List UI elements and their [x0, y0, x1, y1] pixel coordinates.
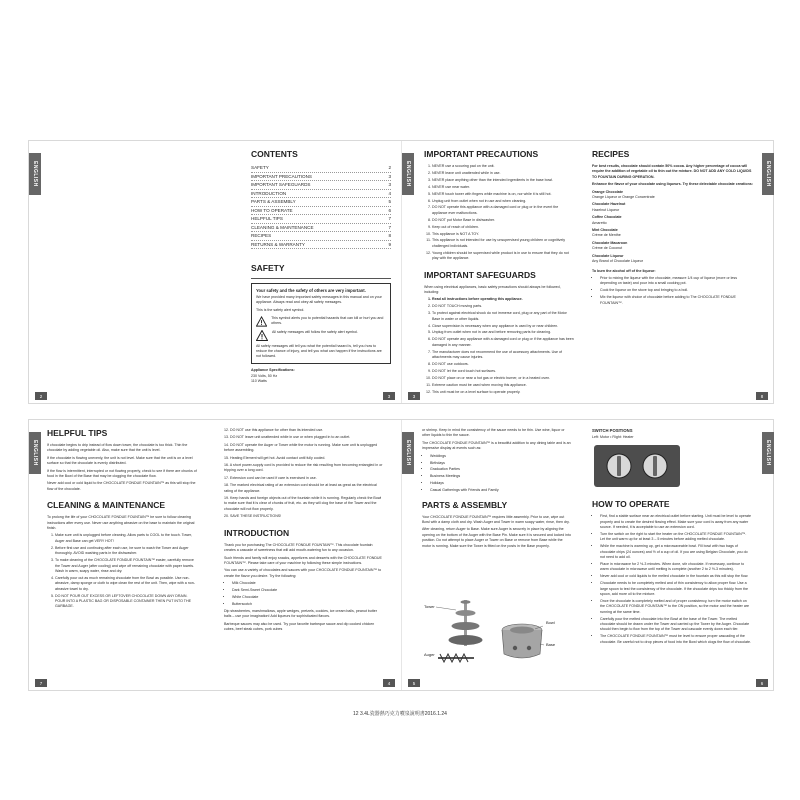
toc-page: 9	[388, 241, 391, 247]
page-number: 2	[35, 392, 47, 400]
toc-label: RECIPES	[251, 233, 272, 238]
safeguard-continued-item: 18. The marked electrical rating of an extension cord should be at least as great as the electrical rating of the appliance.	[224, 483, 377, 493]
recipes-steps-intro: To burn the alcohol off of the liqueur:	[592, 268, 656, 273]
chocolate-item: • Butterscotch	[232, 602, 384, 607]
safeguard-continued-item: 15. Heating Element will get hot. Avoid contact until fully cooled.	[224, 455, 326, 460]
safeguards-list	[424, 297, 574, 395]
print-footer: 12 3.4L瓷器熱巧克力噴泉說明書2016.1.24	[353, 711, 447, 717]
switch-title: SWITCH POSITIONS	[592, 428, 633, 433]
precaution-item: 4. NEVER use near water.	[432, 185, 574, 190]
recipe-step: • Prior to mixing the liqueur with the chocolate, measure 1/4 cup of liqueur (more or less depending on taste) and pour into a small cooking pot.	[600, 276, 754, 287]
toc-entry	[251, 181, 391, 190]
toc-page: 8	[388, 233, 391, 238]
toc-label: INTRODUCTION	[251, 190, 287, 196]
page-number: 3	[383, 392, 395, 400]
safety-box	[251, 283, 391, 364]
recipe-steps	[592, 276, 754, 306]
recipe-name: Coffee Chocolate	[592, 215, 622, 220]
intro-outro: Dip strawberries, marshmallows, apple wedges, pretzels, cookies, ice cream balls, peanut butter balls – use your imagination! Add liqueurs for sophisticated flavors.	[224, 608, 378, 619]
safeguard-item: 12. This unit must be on a level surface to operate properly.	[432, 390, 574, 395]
recipe-desc: Crème de Menthe	[592, 233, 621, 238]
intro-title: INTRODUCTION	[224, 527, 290, 538]
safeguard-item: 11. Extreme caution must be used when moving this appliance.	[432, 383, 574, 388]
safeguards-continued	[224, 428, 384, 520]
page-precautions-recipes	[401, 141, 774, 403]
helpful-title: HELPFUL TIPS	[47, 428, 108, 438]
safeguard-item: 3. To protect against electrical shock do not immerse cord, plug or any part of the Motor Base in water or other liquids.	[432, 311, 574, 322]
toc-label: PARTS & ASSEMBLY	[251, 199, 296, 204]
events-list	[422, 454, 572, 494]
events-intro: The CHOCOLATE FONDUE FOUNTAIN™ is a beautiful addition to any dining table and is an impressive display at events such as:	[422, 440, 571, 451]
page-number: 7	[35, 679, 47, 687]
recipe-desc: Hazelnut Liqueur	[592, 207, 620, 212]
switch-caption: Left: Motor • Right: Heater	[592, 435, 634, 440]
intro-para: Thank you for purchasing The CHOCOLATE FONDUE FOUNTAIN™. This chocolate fountain creates a cascade of sweetness that will add mouth-watering fun to any occasion.	[224, 542, 373, 553]
parts-column	[422, 428, 572, 551]
safety-symbol-desc: This symbol alerts you to potential hazards that can kill or hurt you and others.	[271, 315, 384, 326]
recipe-desc: Any Brand of Chocolate Liqueur	[592, 259, 643, 264]
spec-line: 230 Volts, 50 Hz	[251, 373, 278, 378]
toc-page: 4	[388, 190, 391, 196]
toc-page: 6	[388, 207, 391, 213]
precaution-item: 1. NEVER use a scouring pad on the unit.	[432, 164, 574, 169]
safeguard-item: 4. Close supervision is necessary when any appliance is used by or near children.	[432, 324, 574, 329]
precaution-item: 11. This appliance is not intended for use by unsupervised young children or cognitively challenged individuals.	[432, 238, 574, 249]
cleaning-item: 1. Make sure unit is unplugged before cleaning. Allow parts to COOL to the touch. Tower, Auger and Base can get VERY HOT!	[55, 533, 197, 544]
spec-line: 110 Watts	[251, 379, 267, 384]
recipes-column	[592, 149, 754, 307]
warning-row	[256, 330, 386, 341]
toc-entry	[251, 198, 391, 207]
page-tips-introduction	[29, 420, 401, 690]
safety-headline: Your safety and the safety of others are very important.	[256, 288, 366, 293]
label-auger: Auger	[424, 652, 435, 657]
event-item: • Graduation Parties	[430, 467, 572, 472]
parts-title: PARTS & ASSEMBLY	[422, 499, 508, 510]
safeguard-item: 5. Unplug from outlet when not in use and before removing parts for cleaning.	[432, 330, 574, 335]
chocolate-item: • Milk Chocolate	[232, 581, 384, 586]
operate-step: • Turn the switch on the right to start the heater on the CHOCOLATE FONDUE FOUNTAIN™. Let the unit warm up for at least 3 – 5 minutes before adding melted chocolate.	[600, 532, 752, 543]
safety-intro: We have provided many important safety messages in this manual and on your appliance. Always read and obey all safety messages.	[256, 295, 382, 305]
safeguard-continued-item: 14. DO NOT operate the Auger or Tower while the motor is running. Make sure unit is unplugged before assembling.	[224, 442, 378, 453]
toc-page: 2	[388, 165, 391, 170]
toc-entry	[251, 164, 391, 173]
intro-outro2: Barbeque sauces may also be used. Try your favorite barbeque sauce and dip cooked chicken cubes, beef steak cubes, pork cubes	[224, 621, 375, 631]
safeguard-item: 2. DO NOT TOUCH moving parts.	[432, 304, 574, 309]
toc-label: HOW TO OPERATE	[251, 207, 293, 213]
operate-step: • First, find a stable surface near an electrical outlet before starting. Unit must be level to operate properly and to create the desired flowing effect. Make sure your cord is away from any water source. If needed, it is acceptable to use an extension cord.	[600, 514, 752, 530]
operate-step: • Carefully pour the melted chocolate into the Bowl at the base of the Tower. The melted chocolate should be drawn under the Tower and carried up the Tower by the Auger. Chocolate should then begin to flow from the top of the Tower and cascade evenly down each tier.	[600, 617, 752, 633]
recipe-name: Orange Chocolate	[592, 189, 623, 194]
cleaning-intro: To prolong the life of your CHOCOLATE FONDUE FOUNTAIN™ be sure to follow cleaning instructions after every use. Never use anything abrasive on the base to maintain the original finish.	[47, 515, 195, 531]
recipe-name: Chocolate Macaroon	[592, 240, 628, 245]
dial-knob	[653, 456, 657, 476]
safeguard-item: 1. Read all instructions before operating this appliance.	[432, 297, 574, 302]
safety-follow: All safety messages will follow the safety alert symbol.	[272, 329, 359, 334]
recipe-desc: Amaretto	[592, 220, 607, 225]
toc-entry	[251, 190, 391, 199]
safeguard-continued-item: 20. SAVE THESE INSTRUCTIONS!	[224, 514, 282, 519]
safeguard-continued-item: 19. Keep hands and foreign objects out of the fountain while it is running. Regularly check the Bowl to make sure that it is clear of chunks of fruit, etc. as they will clog the base of the Tower and the chocolate will not flow properly.	[224, 496, 382, 511]
toc-page: 3	[388, 182, 391, 187]
helpful-para: Never add cool or cold liquid to the CHOCOLATE FONDUE FOUNTAIN™ as this will stop the flow of the chocolate.	[47, 481, 196, 491]
safeguard-continued-item: 16. A short power-supply cord is provided to reduce the risk resulting from becoming entangled in or tripping over a long cord.	[224, 463, 383, 473]
fountain-diagram	[422, 596, 572, 678]
leader-line	[436, 607, 456, 610]
page-contents-safety	[29, 141, 401, 403]
precaution-item: 12. Young children should be supervised while product is in use to ensure that they do not play with the appliance.	[432, 251, 574, 262]
precaution-item: 7. DO NOT operate this appliance with a damaged cord or plug or in the event the appliance ever malfunctions.	[432, 205, 574, 216]
event-item: • Holidays	[430, 481, 572, 486]
page-number: 3	[408, 392, 420, 400]
toc-page: 3	[388, 173, 391, 179]
warning-triangle-icon	[256, 316, 267, 327]
toc-label: IMPORTANT SAFEGUARDS	[251, 182, 311, 187]
recipe-step: • Cook the liqueur on the stove top and bringing to a boil.	[600, 288, 754, 293]
recipe-pairs	[592, 190, 754, 265]
divider	[251, 278, 391, 279]
precaution-item: 9. Keep out of reach of children.	[432, 225, 574, 230]
spec-lines	[251, 374, 391, 385]
language-tab: ENGLISH	[29, 153, 41, 195]
chocolate-item: • Dark Semi-Sweet Chocolate	[232, 588, 384, 593]
operate-step: • The CHOCOLATE FONDUE FOUNTAIN™ must be level to ensure proper cascading of the chocolate. Be careful not to drop pieces of food into the Bowl which clogs the flow of chocolate.	[600, 634, 752, 645]
cleaning-item: 3. To make cleaning of the CHOCOLATE FONDUE FOUNTAIN™ easier, carefully remove the Tower and Auger (after cooling) and wipe off remaining chocolate with paper towels. Wash in warm, soapy water, rinse and dry.	[55, 558, 197, 574]
top-spread	[28, 140, 774, 404]
recipe-name: Mint Chocolate	[592, 228, 618, 233]
cleaning-item: 5. DO NOT POUR OUT EXCESS OR LEFTOVER CHOCOLATE DOWN ANY DRAIN. POUR INTO A PLASTIC BAG OR DISPOSABLE CONTAINER THEN PUT INTO THE GARBAGE.	[55, 594, 197, 610]
chocolate-item: • White Chocolate	[232, 595, 384, 600]
toc-entry	[251, 232, 391, 241]
helpful-para: If the flow is intermittent, interrupted or not flowing properly, check to see if there are chunks of food in the Bowl of the Base that may be clogging the chocolate flow.	[47, 468, 197, 479]
recipe-step: • Mix the liqueur with choice of chocolate before adding to The CHOCOLATE FONDUE FOUNTAIN™.	[600, 295, 754, 306]
toc-label: CLEANING & MAINTENANCE	[251, 224, 314, 230]
helpful-para: If chocolate begins to drip instead of flow down tower, the chocolate is too thick. Thin the chocolate by adding vegetable oil. Also, make sure that the unit is level.	[47, 443, 188, 453]
toc-page: 7	[388, 224, 391, 230]
label-bowl: Bowl	[546, 620, 555, 625]
precautions-list	[424, 164, 574, 262]
precaution-item: 8. DO NOT put Motor Base in dishwasher.	[432, 218, 574, 223]
page-number: 6	[756, 679, 768, 687]
cleaning-item: 4. Carefully pour out as much remaining chocolate from the Bowl as possible. Use non-abrasive, damp sponge or cloth to wipe clean the rest of the unit. Then, wipe with a non-abrasive towel to dry.	[55, 576, 197, 592]
toc-page: 7	[388, 216, 391, 221]
parts-paras	[422, 515, 572, 549]
precautions-title: IMPORTANT PRECAUTIONS	[424, 149, 539, 159]
tower-graphic	[449, 600, 483, 646]
recipe-desc: Crème de Coconut	[592, 246, 623, 251]
safeguard-item: 10. DO NOT place on or near a hot gas or electric burner, or in a heated oven.	[432, 376, 574, 381]
safeguard-continued-item: 17. Extension cord can be used if care is exercised in use.	[224, 475, 317, 480]
toc-entry	[251, 173, 391, 182]
toc-list	[251, 164, 391, 249]
contents-title: CONTENTS	[251, 149, 298, 159]
language-tab: ENGLISH	[762, 153, 774, 195]
page-number: 8	[756, 392, 768, 400]
auger-graphic	[438, 654, 474, 662]
toc-label: HELPFUL TIPS	[251, 216, 283, 221]
chocolate-list	[224, 581, 384, 607]
recipes-title: RECIPES	[592, 149, 630, 159]
operate-title: HOW TO OPERATE	[592, 499, 670, 510]
warning-row	[256, 316, 386, 327]
cleaning-list	[47, 533, 197, 609]
event-item: • Business Meetings	[430, 474, 572, 479]
operate-step: • While the machine is warming up, get a microwaveable bowl. Fill bowl with two bags of chocolate chips (24 ounces) and ½ of a cup of oil. If you are using Belgian Chocolate, you do not need to add oil.	[600, 544, 752, 560]
language-tab: ENGLISH	[762, 432, 774, 474]
safeguard-item: 9. DO NOT let the cord touch hot surfaces.	[432, 369, 574, 374]
safety-closing: All safety messages will tell you what the potential hazard is, tell you how to reduce the chance of injury, and tell you what can happen if the instructions are not followed.	[256, 343, 382, 359]
precaution-item: 2. NEVER leave unit unattended while in use.	[432, 171, 574, 176]
language-tab: ENGLISH	[29, 432, 41, 474]
event-item: • Casual Gatherings with Friends and Family	[430, 488, 572, 493]
switch-panel-illustration	[592, 443, 682, 489]
helpful-para: If the chocolate is flowing unevenly, the unit is not level. Make sure that the unit is on a level surface so that the chocolate is evenly distributed.	[47, 455, 193, 466]
dial-knob	[617, 456, 621, 476]
operate-step: • Chocolate needs to be completely melted and of thin consistency to allow proper flow. Use a large spoon to test the consistency of the chocolate. If the chocolate drips too thickly from the spoon, add more oil to the mixture.	[600, 581, 752, 597]
recipe-name: Chocolate Hazelnut	[592, 202, 626, 207]
event-item: • Birthdays	[430, 461, 572, 466]
bottom-spread	[28, 419, 774, 691]
toc-label: SAFETY	[251, 165, 269, 170]
safeguard-item: 8. DO NOT use outdoors.	[432, 362, 574, 367]
spec-title: Appliance Specifications:	[251, 368, 295, 373]
operate-step: • Never add cool or cold liquids to the melted chocolate in the fountain as this will stop the flow.	[600, 574, 752, 579]
safety-symbol-line: This is the safety alert symbol.	[256, 307, 305, 312]
precaution-item: 3. NEVER place anything other than the intended ingredients in the base bowl.	[432, 178, 574, 183]
toc-label: RETURNS & WARRANTY	[251, 241, 305, 247]
intro-column	[224, 428, 384, 634]
page-parts-operate	[401, 420, 774, 690]
toc-entry	[251, 215, 391, 224]
tips-column	[47, 428, 197, 611]
event-item: • Weddings	[430, 454, 572, 459]
intro-paras	[224, 543, 384, 579]
intro-para: You can use a variety of chocolates and sauces with your CHOCOLATE FONDUE FOUNTAIN™ to create the flavor you desire. Try the following:	[224, 568, 382, 578]
precaution-item: 6. Unplug unit from outlet when not in use and when cleaning.	[432, 199, 574, 204]
safety-title: SAFETY	[251, 263, 285, 273]
recipes-enhance: Enhance the flavor of your chocolate using liqueurs. Try these delectable chocolate creations:	[592, 182, 753, 187]
safeguard-continued-item: 12. DO NOT use this appliance for other than its intended use.	[224, 428, 324, 432]
language-tab: ENGLISH	[402, 432, 414, 474]
safeguard-item: 7. The manufacturer does not recommend the use of accessory attachments. Use of attachments may cause injuries.	[432, 350, 574, 361]
recipes-intro: For best results, chocolate should contain 50% cocoa. Any higher percentage of cocoa will require the addition of vegetable oil to thin out the mixture. DO NOT ADD ANY COLD LIQUIDS TO FOUNTAIN DURING OPERATION.	[592, 164, 752, 179]
toc-entry	[251, 207, 391, 216]
cleaning-title: CLEANING & MAINTENANCE	[47, 500, 166, 511]
page-number: 5	[408, 679, 420, 687]
parts-para: Your CHOCOLATE FONDUE FOUNTAIN™ requires little assembly. Prior to use, wipe out Bowl with a damp cloth and dry. Wash Auger and Tower in warm soapy water, rinse, then dry.	[422, 514, 570, 524]
recipe-name: Chocolate Liqueur	[592, 253, 624, 258]
toc-entry	[251, 224, 391, 233]
label-base: Base	[546, 642, 556, 647]
page-number: 4	[383, 679, 395, 687]
warning-triangle-icon	[256, 330, 268, 341]
operate-step: • Place in microwave for 2 ½-3 minutes. When done, stir chocolate. If necessary, continue to warm chocolate in microwave until melting is complete (another 2 to 2 ½-3 minutes).	[600, 562, 752, 573]
precaution-item: 10. This appliance is NOT A TOY.	[432, 232, 574, 237]
safeguard-continued-item: 13. DO NOT leave unit unattended while in use or when plugged in to an outlet.	[224, 435, 351, 440]
helpful-paras	[47, 443, 197, 492]
safeguards-intro: When using electrical appliances, basic safety precautions should always be followed, including:	[424, 284, 561, 294]
intro-para: Such friends and family will enjoy snacks, appetizers and desserts with the CHOCOLATE FONDUE FOUNTAIN™. Please take care of your machine by following these simple instructions.	[224, 555, 382, 565]
continued-text: or shrimp. Keep in mind the consistency of the sauce needs to be thin. Use wine, liquor or other liquids to thin the sauce.	[422, 428, 565, 438]
operate-list	[592, 514, 752, 645]
label-tower: Tower	[424, 604, 435, 609]
safeguards-title: IMPORTANT SAFEGUARDS	[424, 269, 536, 280]
precautions-column	[424, 149, 574, 397]
precaution-item: 5. NEVER touch tower with fingers while machine is on, nor while it is still hot.	[432, 192, 574, 197]
parts-para: After cleaning, return Auger to Base. Make sure Auger is securely in place by aligning the opening on the bottom of the Auger with the Base Pin. Make sure it is secured and locked into position. Do not attempt to place Auger or Tower on Base or remove from Base while the motor is running. Make sure the Tower is fitted on the posts in the Base properly.	[422, 527, 572, 548]
toc-label: IMPORTANT PRECAUTIONS	[251, 173, 313, 179]
contents-column	[251, 149, 391, 385]
operate-step: • Once the chocolate is completely melted and of proper consistency, turn the motor switch on the CHOCOLATE FONDUE FOUNTAIN™ to the ON position, so the motor and the heater are running at the same time.	[600, 599, 752, 615]
operate-column	[592, 428, 752, 647]
language-tab: ENGLISH	[402, 153, 414, 195]
toc-entry	[251, 241, 391, 250]
recipe-desc: Orange Liqueur or Orange Concentrate	[592, 195, 655, 200]
toc-page: 5	[388, 199, 391, 204]
cleaning-item: 2. Before first use and continuing after each use, be sure to wash the Tower and Auger thoroughly. AVOID washing parts in the dishwasher.	[55, 546, 197, 557]
safeguard-item: 6. DO NOT operate any appliance with a damaged cord or plug or if the appliance has been damaged in any manner.	[432, 337, 574, 348]
base-graphic	[502, 624, 542, 658]
